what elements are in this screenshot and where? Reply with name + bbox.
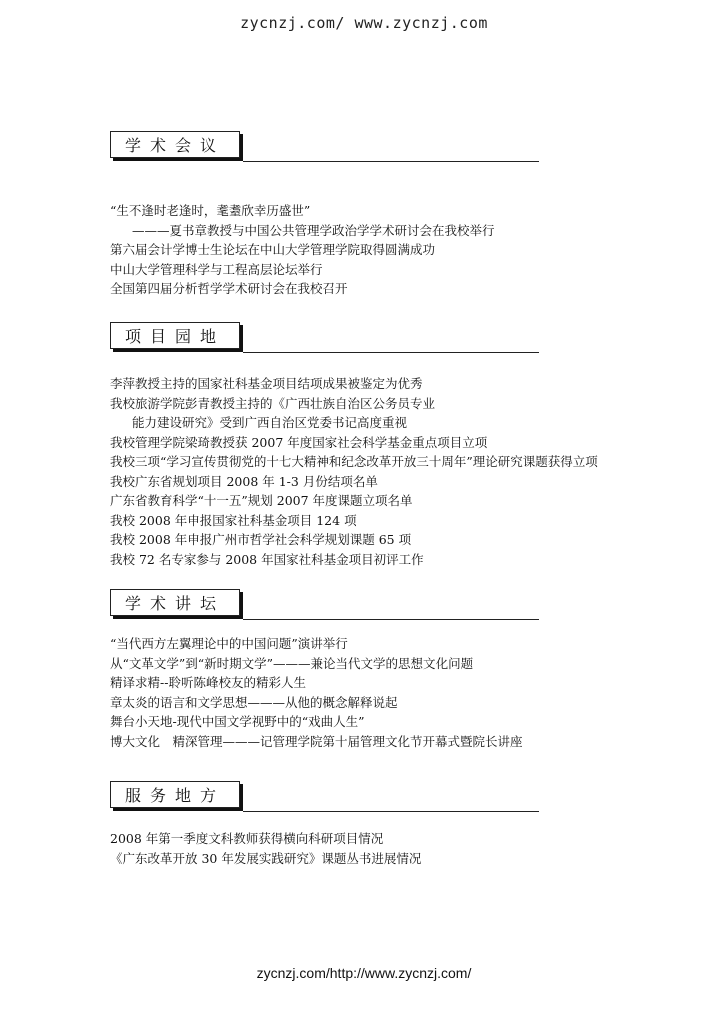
list-item[interactable]: 第六届会计学博士生论坛在中山大学管理学院取得圆满成功	[110, 242, 436, 257]
section-divider	[243, 352, 539, 353]
section-title: 服务地方	[110, 781, 240, 808]
list-item[interactable]: 中山大学管理科学与工程高层论坛举行	[110, 261, 323, 277]
list-item[interactable]: ———夏书章教授与中国公共管理学政治学学术研讨会在我校举行	[132, 222, 495, 238]
list-item[interactable]: 李萍教授主持的国家社科基金项目结项成果被鉴定为优秀	[110, 376, 423, 391]
list-item[interactable]: 我校管理学院梁琦教授获 2007 年度国家社会科学基金重点项目立项	[110, 434, 488, 450]
list-item[interactable]: 舞台小天地-现代中国文学视野中的“戏曲人生”	[110, 714, 365, 729]
section-academic-conferences	[110, 131, 630, 299]
header-url: zycnzj.com/ www.zycnzj.com	[240, 14, 488, 32]
section-header	[110, 781, 630, 813]
list-item[interactable]: 能力建设研究》受到广西自治区党委书记高度重视	[132, 415, 408, 430]
section-title: 学术会议	[110, 131, 240, 158]
list-item[interactable]: 我校 2008 年申报广州市哲学社会科学规划课题 65 项	[110, 532, 412, 547]
section-header	[110, 322, 630, 354]
section-divider	[243, 811, 539, 812]
list-item[interactable]: 从“文革文学”到“新时期文学”———兼论当代文学的思想文化问题	[110, 655, 474, 671]
section-local-service	[110, 781, 630, 868]
section-title: 学术讲坛	[110, 589, 240, 616]
list-item[interactable]: “当代西方左翼理论中的中国问题”演讲举行	[110, 636, 348, 651]
list-item[interactable]: 我校三项“学习宣传贯彻党的十七大精神和纪念改革开放三十周年”理论研究课题获得立项	[110, 454, 598, 469]
list-item[interactable]: 广东省教育科学“十一五”规划 2007 年度课题立项名单	[110, 493, 413, 508]
list-item[interactable]: 我校 2008 年申报国家社科基金项目 124 项	[110, 512, 357, 528]
section-project-garden	[110, 322, 630, 569]
list-item[interactable]: “生不逢时老逢时，耄耋欣幸历盛世”	[110, 203, 311, 218]
section-header	[110, 131, 630, 163]
section-title: 项目园地	[110, 322, 240, 349]
item-list	[110, 829, 630, 868]
list-item[interactable]: 我校旅游学院彭青教授主持的《广西壮族自治区公务员专业	[110, 395, 436, 411]
list-item[interactable]: 我校 72 名专家参与 2008 年国家社科基金项目初评工作	[110, 551, 424, 567]
list-item[interactable]: 博大文化 精深管理———记管理学院第十届管理文化节开幕式暨院长讲座	[110, 733, 523, 749]
list-item[interactable]: 2008 年第一季度文科教师获得横向科研项目情况	[110, 831, 384, 846]
section-divider	[243, 619, 539, 620]
list-item[interactable]: 我校广东省规划项目 2008 年 1-3 月份结项名单	[110, 473, 378, 489]
item-list	[110, 374, 630, 569]
footer-url: zycnzj.com/http://www.zycnzj.com/	[256, 965, 472, 981]
section-header	[110, 589, 630, 621]
list-item[interactable]: 全国第四届分析哲学学术研讨会在我校召开	[110, 281, 348, 296]
item-list	[110, 634, 630, 751]
list-item[interactable]: 章太炎的语言和文学思想———从他的概念解释说起	[110, 694, 398, 710]
list-item[interactable]: 精译求精--聆听陈峰校友的精彩人生	[110, 675, 306, 690]
item-list	[110, 201, 630, 299]
section-academic-forum	[110, 589, 630, 751]
list-item[interactable]: 《广东改革开放 30 年发展实践研究》课题丛书进展情况	[110, 850, 422, 866]
section-divider	[243, 161, 539, 162]
